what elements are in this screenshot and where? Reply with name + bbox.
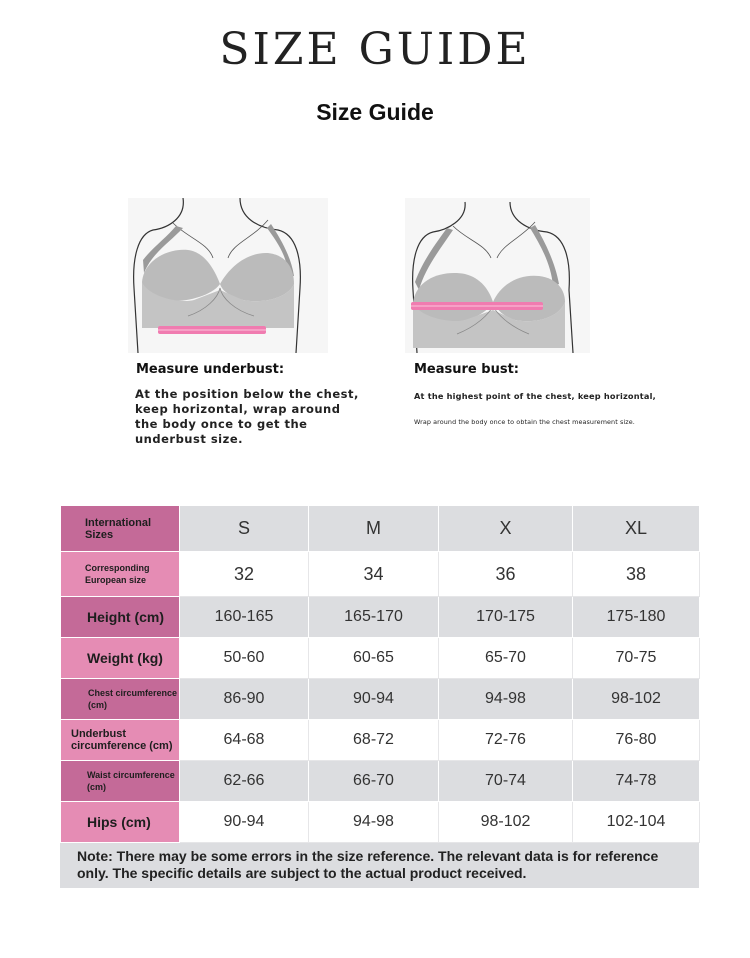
table-cell: M: [309, 506, 439, 552]
table-cell: 74-78: [573, 761, 700, 802]
row-label: Waist circumference (cm): [61, 761, 180, 802]
table-cell: 65-70: [439, 638, 573, 679]
table-row: [61, 638, 700, 679]
measure-bust-description-line1: At the highest point of the chest, keep horizontal,: [414, 391, 656, 401]
row-label: Chest circumference (cm): [61, 679, 180, 720]
table-cell: 72-76: [439, 720, 573, 761]
table-cell: 70-75: [573, 638, 700, 679]
table-cell: 70-74: [439, 761, 573, 802]
measure-underbust-description: At the position below the chest, keep horizontal, wrap around the body once to get the underbust size.: [135, 387, 359, 446]
table-cell: 90-94: [309, 679, 439, 720]
row-label: Weight (kg): [61, 638, 180, 679]
table-cell: 32: [180, 552, 309, 597]
size-table: [60, 505, 700, 843]
table-cell: 62-66: [180, 761, 309, 802]
table-cell: 38: [573, 552, 700, 597]
table-cell: XL: [573, 506, 700, 552]
table-cell: 94-98: [309, 802, 439, 843]
table-cell: 66-70: [309, 761, 439, 802]
table-cell: 50-60: [180, 638, 309, 679]
measure-bust-description-line2: Wrap around the body once to obtain the chest measurement size.: [414, 418, 635, 426]
table-cell: 98-102: [573, 679, 700, 720]
measure-bust-title: Measure bust:: [414, 362, 519, 377]
row-label: International Sizes: [61, 506, 180, 552]
table-cell: 86-90: [180, 679, 309, 720]
table-cell: 76-80: [573, 720, 700, 761]
table-row: [61, 506, 700, 552]
row-label: Height (cm): [61, 597, 180, 638]
table-row: [61, 802, 700, 843]
table-cell: 36: [439, 552, 573, 597]
table-cell: 175-180: [573, 597, 700, 638]
table-row: [61, 597, 700, 638]
underbust-illustration: [128, 198, 328, 353]
table-cell: 170-175: [439, 597, 573, 638]
table-row: [61, 552, 700, 597]
bust-illustration: [405, 198, 590, 353]
table-cell: 90-94: [180, 802, 309, 843]
table-cell: 165-170: [309, 597, 439, 638]
table-row: [61, 761, 700, 802]
row-label: Hips (cm): [61, 802, 180, 843]
size-note: Note: There may be some errors in the size reference. The relevant data is for reference only. The specific details are subject to the actual product received.: [60, 843, 699, 888]
table-cell: 102-104: [573, 802, 700, 843]
table-cell: 68-72: [309, 720, 439, 761]
table-cell: 160-165: [180, 597, 309, 638]
page-subtitle: Size Guide: [316, 99, 434, 125]
table-row: [61, 720, 700, 761]
table-cell: 34: [309, 552, 439, 597]
table-cell: 64-68: [180, 720, 309, 761]
table-cell: 60-65: [309, 638, 439, 679]
table-cell: 98-102: [439, 802, 573, 843]
measure-underbust-title: Measure underbust:: [136, 362, 285, 377]
row-label: Underbust circumference (cm): [61, 720, 180, 761]
table-cell: 94-98: [439, 679, 573, 720]
page-title: SIZE GUIDE: [219, 24, 531, 75]
table-row: [61, 679, 700, 720]
table-cell: S: [180, 506, 309, 552]
row-label: Corresponding European size: [61, 552, 180, 597]
table-cell: X: [439, 506, 573, 552]
